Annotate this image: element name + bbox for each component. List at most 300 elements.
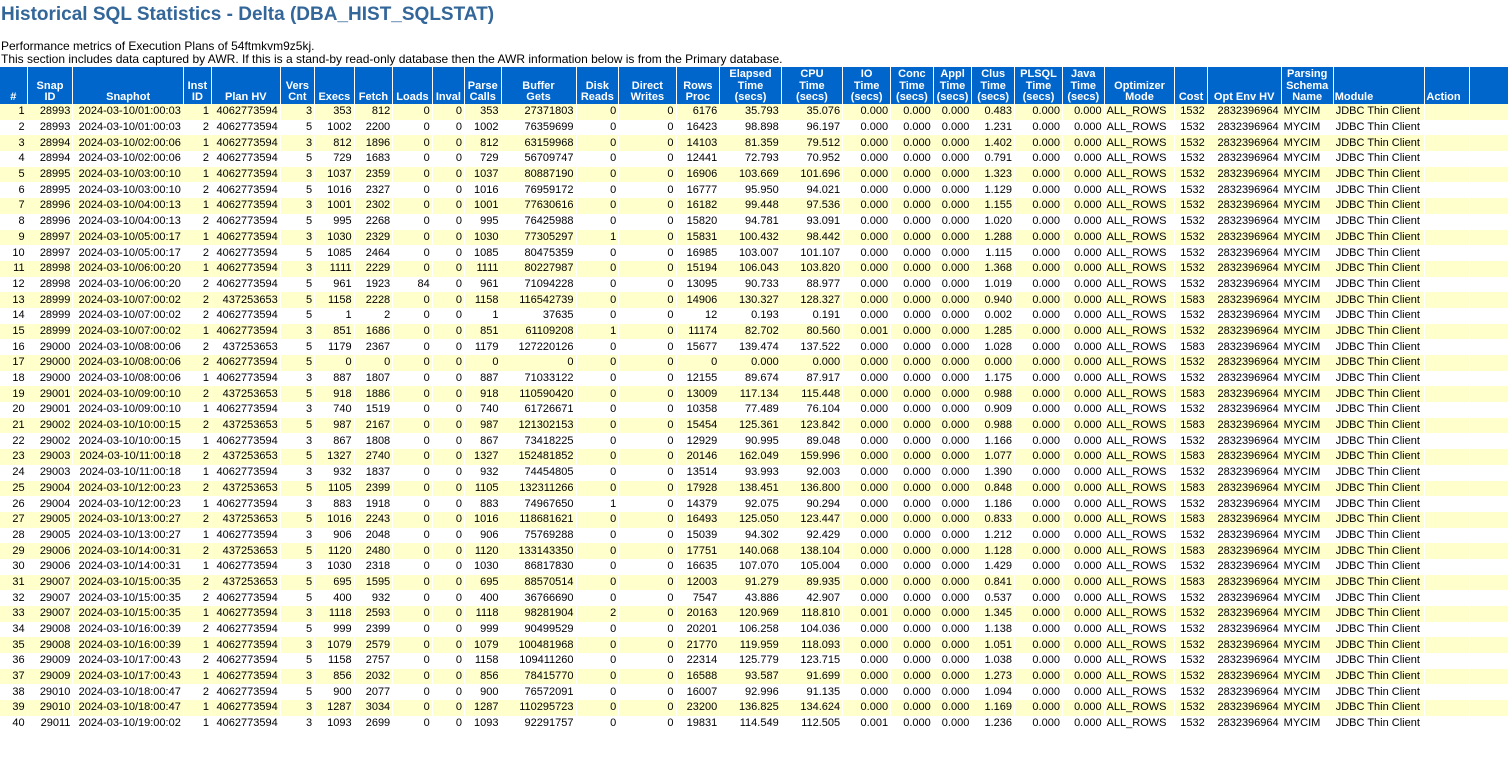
- table-cell: 2024-03-10/09:00:10: [73, 402, 183, 418]
- table-cell: 121302153: [501, 418, 576, 434]
- table-cell: 0: [432, 433, 464, 449]
- table-cell: MYCIM: [1281, 339, 1333, 355]
- table-cell: 13: [0, 292, 27, 308]
- table-row: [0, 214, 1509, 230]
- table-cell: 0.000: [891, 684, 934, 700]
- table-cell: 130.327: [720, 292, 781, 308]
- table-cell: 0: [619, 481, 676, 497]
- table-cell: 0.000: [933, 167, 972, 183]
- table-row: [0, 622, 1509, 638]
- table-cell: 29005: [27, 528, 73, 544]
- table-cell: 1683: [354, 151, 393, 167]
- table-cell: 1.115: [972, 245, 1015, 261]
- table-cell: [1425, 559, 1470, 575]
- table-cell: [1425, 292, 1470, 308]
- table-cell: 0.001: [843, 606, 891, 622]
- table-cell: [1425, 151, 1470, 167]
- table-cell: 2832396964: [1207, 433, 1281, 449]
- table-cell: 0.000: [1015, 339, 1063, 355]
- table-cell: 1807: [354, 371, 393, 387]
- table-cell: 0.000: [1062, 716, 1104, 732]
- table-cell: 1918: [354, 496, 393, 512]
- column-header-line: Time: [799, 79, 825, 92]
- table-cell: 0.000: [1015, 182, 1063, 198]
- table-cell: 92.996: [720, 684, 781, 700]
- table-cell: 2832396964: [1207, 324, 1281, 340]
- table-cell: JDBC Thin Client: [1333, 261, 1425, 277]
- table-cell: 162.049: [720, 449, 781, 465]
- table-cell: 0.000: [891, 135, 934, 151]
- table-cell: 0.000: [1015, 198, 1063, 214]
- table-cell: 1179: [465, 339, 501, 355]
- table-cell: 93.993: [720, 465, 781, 481]
- table-cell: 0: [393, 120, 433, 136]
- table-cell: [1425, 449, 1470, 465]
- table-cell: 2480: [354, 543, 393, 559]
- table-cell: 1.155: [972, 198, 1015, 214]
- table-cell: 71094228: [501, 277, 576, 293]
- table-cell: JDBC Thin Client: [1333, 496, 1425, 512]
- table-cell: 0: [432, 700, 464, 716]
- table-cell: 0: [432, 261, 464, 277]
- table-cell: 812: [354, 104, 393, 120]
- table-cell: 1016: [465, 512, 501, 528]
- table-cell: 0.000: [1015, 684, 1063, 700]
- table-cell: 29005: [27, 512, 73, 528]
- table-row: [0, 120, 1509, 136]
- table-cell: 2: [183, 449, 211, 465]
- table-cell: 1.020: [972, 214, 1015, 230]
- table-cell: 40: [0, 716, 27, 732]
- column-header-line: Plan HV: [225, 91, 267, 104]
- table-cell: 1532: [1175, 465, 1207, 481]
- table-cell: 2832396964: [1207, 449, 1281, 465]
- table-cell: 4062773594: [211, 135, 280, 151]
- table-cell: 1111: [465, 261, 501, 277]
- column-header-line: Module: [1334, 91, 1374, 104]
- table-cell: 2832396964: [1207, 151, 1281, 167]
- table-cell: 15: [0, 324, 27, 340]
- table-cell: 0: [432, 386, 464, 402]
- table-cell: 0: [393, 104, 433, 120]
- table-cell: 39: [0, 700, 27, 716]
- table-cell: 0: [619, 622, 676, 638]
- table-cell: [1425, 496, 1470, 512]
- table-cell: 82.702: [720, 324, 781, 340]
- table-cell: 2024-03-10/12:00:23: [73, 481, 183, 497]
- column-header-line: Cnt: [288, 91, 307, 104]
- table-cell: 0.000: [1062, 371, 1104, 387]
- column-header: [211, 67, 280, 104]
- table-cell: MYCIM: [1281, 637, 1333, 653]
- table-cell: 0.000: [891, 496, 934, 512]
- table-cell: 2024-03-10/11:00:18: [73, 465, 183, 481]
- table-cell: 1532: [1175, 151, 1207, 167]
- table-cell: 0: [619, 339, 676, 355]
- table-cell: 0: [576, 684, 619, 700]
- table-cell: 2024-03-10/15:00:35: [73, 575, 183, 591]
- table-cell: 0.000: [843, 277, 891, 293]
- table-cell: [1425, 104, 1470, 120]
- row-filler: [1470, 230, 1509, 246]
- table-cell: ALL_ROWS: [1104, 214, 1175, 230]
- table-cell: 729: [315, 151, 355, 167]
- table-cell: 1111: [315, 261, 355, 277]
- table-cell: 0.000: [1062, 355, 1104, 371]
- table-cell: 25: [0, 481, 27, 497]
- table-cell: 0.000: [1015, 543, 1063, 559]
- table-cell: 0.000: [933, 339, 972, 355]
- table-cell: 2167: [354, 418, 393, 434]
- table-cell: 1120: [465, 543, 501, 559]
- table-cell: 1037: [465, 167, 501, 183]
- table-cell: 76959172: [501, 182, 576, 198]
- table-cell: 1: [183, 167, 211, 183]
- table-cell: 0.000: [1062, 214, 1104, 230]
- table-cell: 0: [432, 324, 464, 340]
- table-cell: 1.323: [972, 167, 1015, 183]
- table-cell: MYCIM: [1281, 606, 1333, 622]
- table-cell: 0: [393, 355, 433, 371]
- column-header-line: Direct: [631, 79, 663, 92]
- table-cell: 2243: [354, 512, 393, 528]
- table-cell: MYCIM: [1281, 575, 1333, 591]
- table-cell: [1425, 371, 1470, 387]
- table-cell: 127220126: [501, 339, 576, 355]
- table-cell: 0.000: [1062, 465, 1104, 481]
- table-cell: 0: [432, 481, 464, 497]
- table-cell: 851: [465, 324, 501, 340]
- table-cell: 1030: [315, 559, 355, 575]
- table-cell: 0.193: [720, 308, 781, 324]
- table-cell: 0: [432, 120, 464, 136]
- table-cell: 0.000: [891, 245, 934, 261]
- table-cell: 2: [183, 277, 211, 293]
- table-cell: 0.000: [933, 465, 972, 481]
- table-cell: 961: [465, 277, 501, 293]
- table-cell: 5: [280, 575, 314, 591]
- table-cell: 1.273: [972, 669, 1015, 685]
- table-cell: 2464: [354, 245, 393, 261]
- table-row: [0, 167, 1509, 183]
- table-cell: 29000: [27, 371, 73, 387]
- table-cell: 1: [183, 496, 211, 512]
- table-cell: 2: [576, 606, 619, 622]
- table-row: [0, 465, 1509, 481]
- column-header-line: Appl: [940, 67, 965, 80]
- table-cell: 29008: [27, 622, 73, 638]
- table-row: [0, 386, 1509, 402]
- table-cell: 0: [619, 104, 676, 120]
- table-cell: 0.000: [933, 449, 972, 465]
- table-cell: 4062773594: [211, 465, 280, 481]
- table-cell: 1532: [1175, 496, 1207, 512]
- table-cell: [1425, 230, 1470, 246]
- table-cell: ALL_ROWS: [1104, 135, 1175, 151]
- table-cell: 63159968: [501, 135, 576, 151]
- table-cell: 1093: [465, 716, 501, 732]
- table-cell: 2302: [354, 198, 393, 214]
- table-cell: 4062773594: [211, 277, 280, 293]
- table-cell: JDBC Thin Client: [1333, 543, 1425, 559]
- table-cell: MYCIM: [1281, 433, 1333, 449]
- table-cell: 0.000: [891, 104, 934, 120]
- table-cell: 0: [576, 575, 619, 591]
- table-cell: 98281904: [501, 606, 576, 622]
- table-cell: 1.138: [972, 622, 1015, 638]
- column-header-line: Time: [980, 79, 1006, 92]
- table-cell: 2024-03-10/03:00:10: [73, 167, 183, 183]
- table-cell: ALL_ROWS: [1104, 371, 1175, 387]
- table-cell: 75769288: [501, 528, 576, 544]
- table-cell: 0.000: [1062, 292, 1104, 308]
- table-cell: ALL_ROWS: [1104, 261, 1175, 277]
- row-filler: [1470, 104, 1509, 120]
- table-cell: 0: [576, 653, 619, 669]
- table-cell: 0.000: [1062, 684, 1104, 700]
- table-cell: 1686: [354, 324, 393, 340]
- table-cell: 0: [432, 637, 464, 653]
- table-cell: 0.000: [1062, 575, 1104, 591]
- table-cell: 4062773594: [211, 182, 280, 198]
- table-cell: 73418225: [501, 433, 576, 449]
- table-cell: 0.000: [843, 543, 891, 559]
- table-cell: 16493: [676, 512, 720, 528]
- table-cell: ALL_ROWS: [1104, 700, 1175, 716]
- table-cell: 0: [432, 167, 464, 183]
- table-cell: 128.327: [781, 292, 842, 308]
- row-filler: [1470, 151, 1509, 167]
- table-cell: 0.000: [933, 292, 972, 308]
- table-cell: 1: [183, 198, 211, 214]
- table-cell: ALL_ROWS: [1104, 151, 1175, 167]
- table-cell: 0: [432, 308, 464, 324]
- table-cell: 2832396964: [1207, 135, 1281, 151]
- table-cell: 16423: [676, 120, 720, 136]
- row-filler: [1470, 465, 1509, 481]
- table-cell: JDBC Thin Client: [1333, 528, 1425, 544]
- table-row: [0, 606, 1509, 622]
- table-cell: 4062773594: [211, 371, 280, 387]
- table-cell: 19831: [676, 716, 720, 732]
- table-cell: 4062773594: [211, 167, 280, 183]
- table-cell: 2024-03-10/09:00:10: [73, 386, 183, 402]
- table-cell: 0.000: [843, 684, 891, 700]
- table-cell: 16777: [676, 182, 720, 198]
- column-header-line: Mode: [1125, 91, 1154, 104]
- table-row: [0, 277, 1509, 293]
- table-cell: 437253653: [211, 386, 280, 402]
- table-cell: 0.000: [1015, 496, 1063, 512]
- table-cell: 0.000: [933, 559, 972, 575]
- row-filler: [1470, 512, 1509, 528]
- row-filler: [1470, 324, 1509, 340]
- table-cell: 0: [432, 716, 464, 732]
- table-cell: 14103: [676, 135, 720, 151]
- table-row: [0, 543, 1509, 559]
- table-cell: 16906: [676, 167, 720, 183]
- table-cell: 2024-03-10/07:00:02: [73, 292, 183, 308]
- table-cell: 0: [619, 230, 676, 246]
- table-cell: ALL_ROWS: [1104, 481, 1175, 497]
- table-cell: 2: [183, 355, 211, 371]
- table-cell: 0: [393, 339, 433, 355]
- table-cell: JDBC Thin Client: [1333, 198, 1425, 214]
- table-cell: 0: [432, 230, 464, 246]
- table-cell: MYCIM: [1281, 120, 1333, 136]
- column-header: [619, 67, 676, 104]
- table-cell: MYCIM: [1281, 182, 1333, 198]
- table-cell: 900: [315, 684, 355, 700]
- table-cell: 1: [576, 496, 619, 512]
- table-cell: 5: [280, 292, 314, 308]
- table-row: [0, 230, 1509, 246]
- table-cell: 0: [432, 371, 464, 387]
- column-header-line: Rows: [683, 79, 713, 92]
- table-cell: ALL_ROWS: [1104, 684, 1175, 700]
- column-header-line: Optimizer: [1114, 79, 1165, 92]
- table-cell: 90.733: [720, 277, 781, 293]
- table-cell: 0.000: [891, 214, 934, 230]
- table-cell: 1118: [465, 606, 501, 622]
- table-cell: 1158: [315, 292, 355, 308]
- table-cell: 2: [183, 120, 211, 136]
- table-cell: 61109208: [501, 324, 576, 340]
- column-header-line: Time: [737, 79, 764, 92]
- table-cell: 0.000: [891, 622, 934, 638]
- table-cell: 851: [315, 324, 355, 340]
- table-cell: 0.000: [933, 653, 972, 669]
- table-cell: 0: [393, 245, 433, 261]
- table-cell: 0: [576, 433, 619, 449]
- table-cell: 2: [183, 622, 211, 638]
- table-cell: 1532: [1175, 653, 1207, 669]
- table-cell: [1425, 418, 1470, 434]
- table-cell: 887: [465, 371, 501, 387]
- table-cell: 0.000: [1062, 449, 1104, 465]
- table-cell: 0.000: [1015, 606, 1063, 622]
- table-cell: 2024-03-10/17:00:43: [73, 669, 183, 685]
- table-cell: 5: [280, 543, 314, 559]
- table-cell: 106.043: [720, 261, 781, 277]
- table-cell: 1.345: [972, 606, 1015, 622]
- table-cell: 0.000: [843, 292, 891, 308]
- table-cell: [1425, 543, 1470, 559]
- table-row: [0, 684, 1509, 700]
- table-cell: 999: [315, 622, 355, 638]
- table-cell: 0.000: [933, 637, 972, 653]
- table-cell: 29007: [27, 590, 73, 606]
- table-cell: 4062773594: [211, 198, 280, 214]
- table-cell: 3: [280, 135, 314, 151]
- column-header-line: ID: [44, 91, 56, 104]
- table-cell: 0: [619, 716, 676, 732]
- table-cell: 80475359: [501, 245, 576, 261]
- column-header-line: Calls: [469, 91, 496, 104]
- table-cell: 1.094: [972, 684, 1015, 700]
- table-cell: 0.000: [891, 339, 934, 355]
- table-cell: 2757: [354, 653, 393, 669]
- table-cell: JDBC Thin Client: [1333, 418, 1425, 434]
- table-cell: 906: [315, 528, 355, 544]
- table-cell: 0.000: [1015, 261, 1063, 277]
- table-cell: 4062773594: [211, 261, 280, 277]
- table-cell: 1532: [1175, 355, 1207, 371]
- table-cell: 29004: [27, 496, 73, 512]
- table-cell: 995: [465, 214, 501, 230]
- table-cell: 1: [183, 261, 211, 277]
- table-cell: 1: [183, 637, 211, 653]
- table-cell: 0.000: [843, 245, 891, 261]
- table-cell: 0.000: [843, 120, 891, 136]
- table-cell: 2832396964: [1207, 653, 1281, 669]
- table-cell: MYCIM: [1281, 245, 1333, 261]
- row-filler: [1470, 622, 1509, 638]
- row-filler: [1470, 700, 1509, 716]
- table-cell: 4062773594: [211, 590, 280, 606]
- table-cell: MYCIM: [1281, 277, 1333, 293]
- table-cell: 0: [432, 653, 464, 669]
- table-cell: JDBC Thin Client: [1333, 292, 1425, 308]
- column-header: [972, 67, 1015, 104]
- table-cell: 107.070: [720, 559, 781, 575]
- table-cell: 2048: [354, 528, 393, 544]
- row-filler: [1470, 214, 1509, 230]
- table-cell: 0.000: [1015, 716, 1063, 732]
- column-header-line: (secs): [977, 91, 1010, 104]
- row-filler: [1470, 292, 1509, 308]
- table-cell: [1425, 606, 1470, 622]
- table-row: [0, 261, 1509, 277]
- table-cell: JDBC Thin Client: [1333, 277, 1425, 293]
- table-cell: JDBC Thin Client: [1333, 386, 1425, 402]
- description: [0, 40, 1509, 66]
- table-cell: 1.077: [972, 449, 1015, 465]
- table-cell: 1532: [1175, 230, 1207, 246]
- table-cell: 1.368: [972, 261, 1015, 277]
- table-cell: 0.000: [1015, 214, 1063, 230]
- table-cell: 0.000: [843, 700, 891, 716]
- table-cell: 1532: [1175, 402, 1207, 418]
- table-cell: 0.000: [891, 371, 934, 387]
- table-cell: 17751: [676, 543, 720, 559]
- table-cell: 29004: [27, 481, 73, 497]
- table-cell: 1.231: [972, 120, 1015, 136]
- table-cell: 4062773594: [211, 528, 280, 544]
- table-cell: JDBC Thin Client: [1333, 214, 1425, 230]
- table-row: [0, 355, 1509, 371]
- table-cell: 0: [393, 230, 433, 246]
- table-cell: 1: [183, 700, 211, 716]
- column-header: [1015, 67, 1063, 104]
- table-cell: 0.000: [1062, 559, 1104, 575]
- table-row: [0, 324, 1509, 340]
- table-cell: 400: [315, 590, 355, 606]
- table-cell: 0: [393, 575, 433, 591]
- table-cell: 137.522: [781, 339, 842, 355]
- table-cell: 29011: [27, 716, 73, 732]
- table-cell: 0: [619, 465, 676, 481]
- table-cell: 20: [0, 402, 27, 418]
- table-cell: 3: [280, 716, 314, 732]
- table-cell: 0.000: [891, 261, 934, 277]
- table-cell: 0: [393, 371, 433, 387]
- table-cell: 0.000: [843, 261, 891, 277]
- column-header: [576, 67, 619, 104]
- table-cell: 918: [465, 386, 501, 402]
- table-cell: 0.000: [1062, 104, 1104, 120]
- table-cell: 2832396964: [1207, 230, 1281, 246]
